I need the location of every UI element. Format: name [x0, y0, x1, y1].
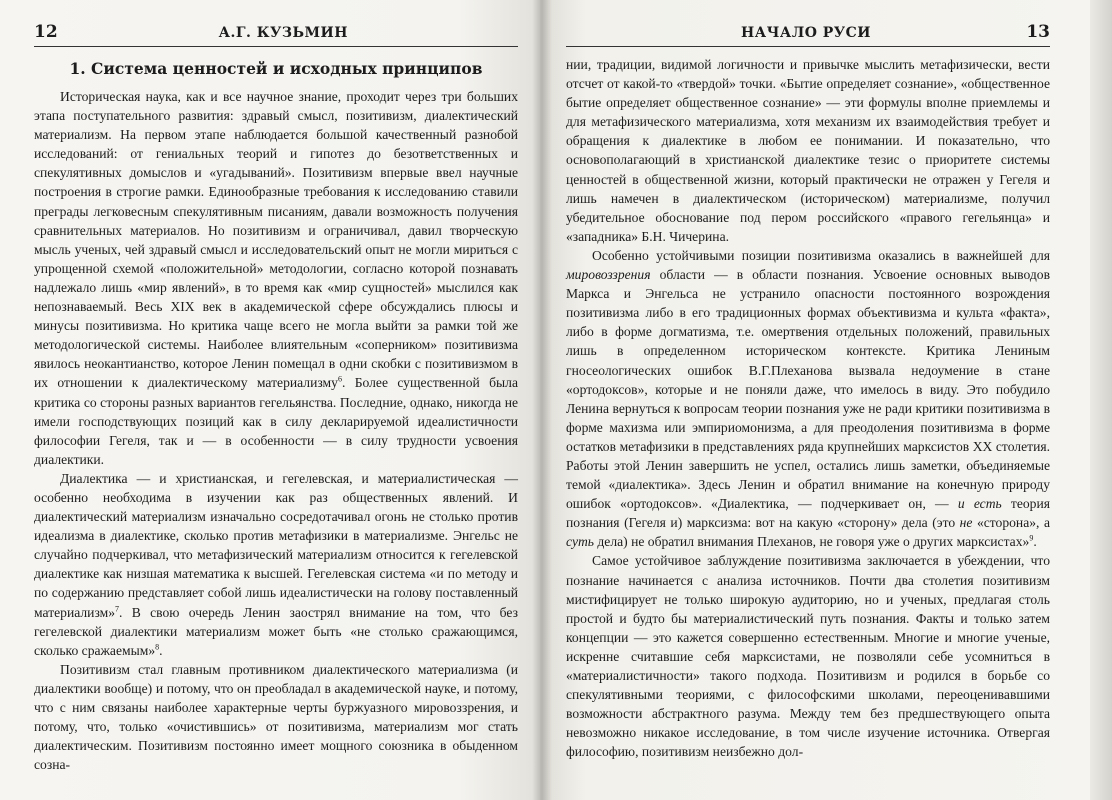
paragraph-text: области — в области познания. Усвоение основных выводов Маркса и Энгельса не устранило опасности постоянного возрождения позитивизма либо в его традиционных формах объективизма и культа «факта», либо в форме догматизма, т.е. омертвения отдельных положений, правильных лишь в определенном историческом контексте. Критика Лениным гносеологических ошибок В.Г.Плеханова вызвала недоумение в стане «ортодоксов», которые и не поняли даже, что имелось в виду. Это побудило Ленина вернуться к вопросам теории познания уже не ради критики позитивизма в форме махизма или эмпириомонизма, а для преодоления позитивизма в форме остатков метафизики в представлениях ряда крупнейших марксистов XX столетия. Работы этой Ленин завершить не успел, остались лишь заметки, объединяемые темой «диалектика». Здесь Ленин и обратил внимание на конечную природу ошибок «ортодоксов». «Диалектика, — подчеркивает он, — — [566, 267, 1050, 512]
paragraph-text: Диалектика — и христианская, и гегелевская, и материалистическая — особенно необходима в изучении как раз общественных явлений. И диалектический материализм изначально сосредотачивал огонь не столько против идеализма в диалектике, сколько против метафизики в материализме. Энгельс не случайно подчеркивал, что метафизический материализм относится к гегелевской диалектике как низшая математика к высшей. Гегелевская система «и по методу и по содержанию представляет собой лишь идеалистически на голову поставленный материализм» — [34, 470, 518, 620]
paragraph: Самое устойчивое заблуждение позитивизма заключается в убеждении, что познание начинается с анализа источников. Почти два столетия позитивизм мистифицирует не только широкую аудиторию, но и ученых, предлагая столь простой и будто бы материалистический путь познания. Факты и только затем концепции — это кажется совершенно естественным. Многие и многие ученые, искренне считавшие себя марксистами, не позволяли себе усомниться в «материалистичности» такого подхода. Позитивизм и родился в борьбе со спекулятивными теориями, с философскими школами, переоценивавшими возможности абстрактного разума. Между тем без предшествующего опыта невозможно никакое исследование, в том числе изучение источника. Отвергая философию, позитивизм неизбежно дол- — [566, 553, 1050, 760]
paragraph: нии, традиции, видимой логичности и привычке мыслить метафизически, вести отсчет от какой-то «твердой» точки. «Бытие определяет сознание», «общественное бытие определяет общественное сознание» — эти формулы вполне приемлемы и для метафизического материализма, хотя механизм их взаимодействия требует и обращения к диалектике в любом ее понимании. И показательно, что основополагающий в христианской диалектике тезис о приоритете системы ценностей в общественной жизни, который практически не отражен у Гегеля и лишь намечен в диалектическом (историческом) материализме, получил убедительное обоснование под пером российского «правого гегельянца» и «западника» Б.Н. Чичерина. — [566, 57, 1050, 244]
left-page-text — [34, 87, 518, 774]
emphasis: и есть — [957, 496, 1002, 512]
left-page-number: 12 — [34, 22, 58, 42]
paragraph: Позитивизм стал главным противником диалектического материализма (и диалектики вообще) и потому, что он преобладал в академической науке, и потому, что с ним связаны наиболее характерные черты буржуазного мировоззрения, и потому, что, только «очистившись» от позитивизма, материализм мог стать диалектическим. Позитивизм постоянно имеет мощного союзника в обыденном созна- — [34, 661, 518, 773]
paragraph-text: . Более существенной была критика со стороны разных вариантов гегельянства. Последние, однако, никогда не имели господствующих позиций как в силу декларируемой идеалистичности философии Гегеля, так и — в особенности — в силу трудности усвоения диалектики. — [34, 375, 518, 467]
paragraph-text: Историческая наука, как и все научное знание, проходит через три больших этапа поступательного развития: здравый смысл, позитивизм, диалектический материализм. На первом этапе наблюдается большой качественный разнобой исследований: от гениальных теорий и гипотез до безответственных и спекулятивных домыслов и «угадываний». Позитивизм впервые ввел научные построения в строгие рамки. Единообразные требования к исследованию ставили преграды легковесным спекулятивным писаниям, давали возможность получения сравнительных материалов. Но позитивизм и ограничивал, давил творческую мысль ученых, чей здравый смысл и исследовательский опыт не могли мириться с упрощенной схемой «положительной» методологии, согласно которой познавать надлежало лишь «мир явлений», в то время как «мир сущностей» мыслился как непознаваемый. Весь XIX век в академической сфере обсуждались плюсы и минусы позитивизма. Но критика чаще всего не могла выйти за рамки той же методологической системы. Наиболее влиятельным «соперником» позитивизма явилось неокантианство, которое Ленин помещал в одни скобки с позитивизмом в их отношении к диалектическому материализму — [34, 89, 518, 391]
paragraph — [34, 469, 518, 660]
right-running-head-title: НАЧАЛО РУСИ — [741, 25, 872, 41]
footnote-ref: 8 — [155, 642, 160, 652]
emphasis: суть — [566, 534, 594, 550]
paragraph-text: дела) не обратил внимания Плеханов, не говоря уже о других марксистах» — [593, 534, 1030, 550]
right-page-text — [566, 55, 1050, 761]
paragraph-text: . В свою очередь Ленин заострял внимание на том, что без гегелевской диалектики материализм может быть «не столько сражающимся, сколько сражаемым» — [34, 604, 518, 658]
paragraph — [34, 87, 518, 469]
paragraph-text: . — [159, 642, 163, 658]
paragraph-text: . — [1033, 534, 1037, 550]
page-edge — [1090, 0, 1112, 800]
paragraph — [566, 246, 1050, 552]
paragraph-text: «сторона», а — [972, 515, 1050, 531]
footnote-ref: 9 — [1029, 533, 1034, 543]
paragraph-text: теория познания (Гегеля и) марксизма: вот на какую «сторону» дела (это — [566, 496, 1051, 531]
right-page-number: 13 — [1026, 22, 1050, 42]
footnote-ref: 7 — [115, 604, 120, 613]
paragraph-text: Особенно устойчивыми позиции позитивизма оказались в важнейшей для — [592, 247, 1050, 263]
right-running-head — [566, 22, 1050, 47]
left-page — [0, 0, 540, 800]
right-page — [540, 0, 1112, 800]
footnote-ref: 6 — [337, 374, 342, 384]
left-running-head — [34, 22, 518, 47]
section-title: 1. Система ценностей и исходных принципов — [69, 59, 483, 78]
left-running-head-title: А.Г. КУЗЬМИН — [218, 25, 348, 41]
emphasis: не — [959, 515, 973, 531]
emphasis: мировоззрения — [566, 267, 651, 283]
